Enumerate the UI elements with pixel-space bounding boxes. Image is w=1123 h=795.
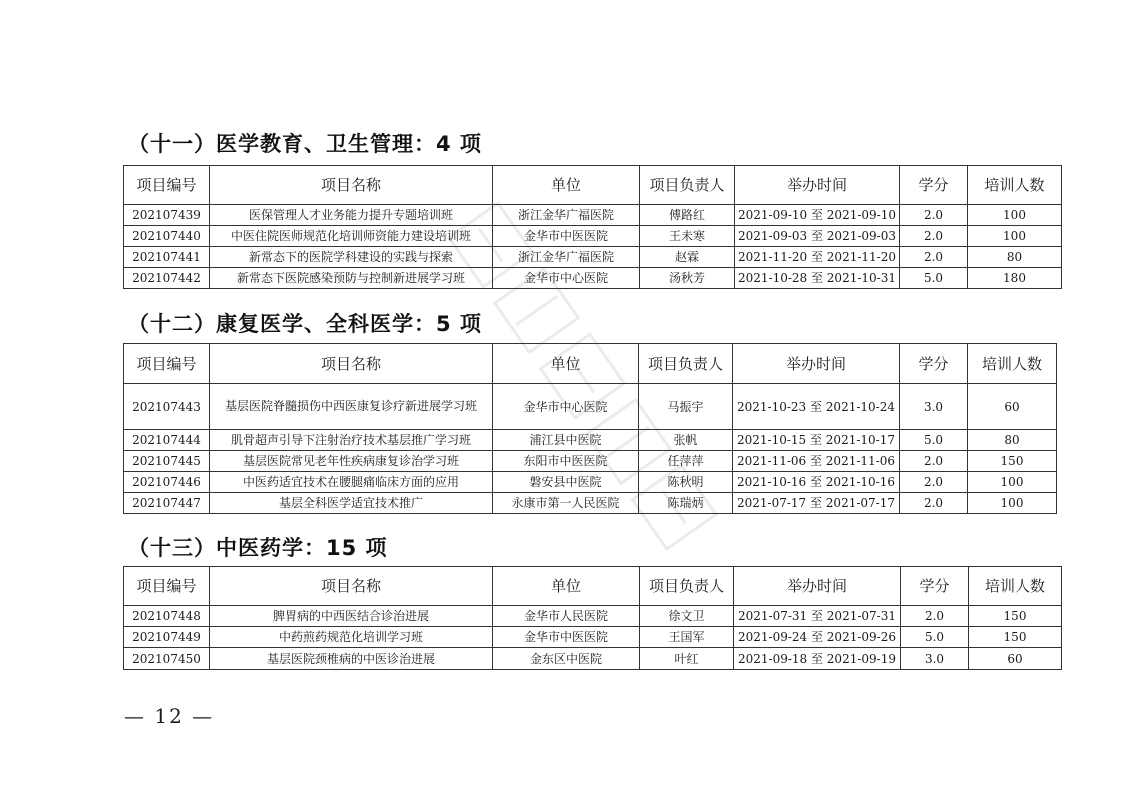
cell-project-id: 202107439 <box>124 205 210 226</box>
cell-trainees: 80 <box>968 430 1057 451</box>
cell-credits: 2.0 <box>901 606 969 627</box>
cell-trainees: 150 <box>969 627 1062 648</box>
header-project-name: 项目名称 <box>210 567 493 606</box>
header-project-id: 项目编号 <box>124 344 210 384</box>
table-row <box>124 226 1062 247</box>
cell-unit: 浙江金华广福医院 <box>493 247 640 268</box>
cell-project-id: 202107447 <box>124 493 210 514</box>
table-header-row <box>124 344 1057 384</box>
cell-leader: 徐文卫 <box>640 606 734 627</box>
cell-unit: 金华市人民医院 <box>493 606 640 627</box>
cell-project-name: 基层医院颈椎病的中医诊治进展 <box>210 648 493 670</box>
cell-trainees: 100 <box>968 493 1057 514</box>
cell-project-name: 中医药适宜技术在腰腿痛临床方面的应用 <box>210 472 493 493</box>
table-section-12 <box>123 343 1057 514</box>
header-project-id: 项目编号 <box>124 567 210 606</box>
cell-credits: 2.0 <box>900 247 968 268</box>
cell-time: 2021-10-16 至 2021-10-16 <box>733 472 900 493</box>
cell-unit: 东阳市中医医院 <box>493 451 639 472</box>
cell-project-id: 202107445 <box>124 451 210 472</box>
cell-unit: 浦江县中医院 <box>493 430 639 451</box>
section-heading-11: （十一）医学教育、卫生管理：4 项 <box>128 132 482 156</box>
cell-project-name: 脾胃病的中西医结合诊治进展 <box>210 606 493 627</box>
table-section-11 <box>123 165 1062 289</box>
header-trainees: 培训人数 <box>968 344 1057 384</box>
cell-trainees: 150 <box>969 606 1062 627</box>
cell-time: 2021-10-15 至 2021-10-17 <box>733 430 900 451</box>
cell-trainees: 150 <box>968 451 1057 472</box>
cell-time: 2021-07-31 至 2021-07-31 <box>734 606 901 627</box>
header-credits: 学分 <box>900 344 968 384</box>
cell-leader: 叶红 <box>640 648 734 670</box>
cell-trainees: 100 <box>968 472 1057 493</box>
cell-project-name: 肌骨超声引导下注射治疗技术基层推广学习班 <box>210 430 493 451</box>
cell-credits: 2.0 <box>900 493 968 514</box>
cell-leader: 赵霖 <box>640 247 735 268</box>
cell-credits: 2.0 <box>900 205 968 226</box>
cell-time: 2021-09-24 至 2021-09-26 <box>734 627 901 648</box>
table-row <box>124 430 1057 451</box>
table-header-row <box>124 567 1062 606</box>
cell-time: 2021-09-03 至 2021-09-03 <box>735 226 900 247</box>
cell-unit: 金华市中医医院 <box>493 226 640 247</box>
cell-project-id: 202107448 <box>124 606 210 627</box>
header-project-id: 项目编号 <box>124 166 210 205</box>
cell-credits: 2.0 <box>900 451 968 472</box>
cell-time: 2021-07-17 至 2021-07-17 <box>733 493 900 514</box>
cell-trainees: 180 <box>968 268 1062 289</box>
table-row <box>124 384 1057 430</box>
cell-project-name: 新常态下医院感染预防与控制新进展学习班 <box>210 268 493 289</box>
cell-time: 2021-11-06 至 2021-11-06 <box>733 451 900 472</box>
cell-leader: 马振宇 <box>639 384 733 430</box>
cell-unit: 磐安县中医院 <box>493 472 639 493</box>
cell-trainees: 60 <box>969 648 1062 670</box>
cell-credits: 3.0 <box>901 648 969 670</box>
header-unit: 单位 <box>493 567 640 606</box>
table-row <box>124 247 1062 268</box>
cell-time: 2021-09-18 至 2021-09-19 <box>734 648 901 670</box>
cell-leader: 陈瑞炳 <box>639 493 733 514</box>
cell-project-name: 基层全科医学适宜技术推广 <box>210 493 493 514</box>
cell-project-id: 202107442 <box>124 268 210 289</box>
cell-leader: 汤秋芳 <box>640 268 735 289</box>
header-leader: 项目负责人 <box>640 567 734 606</box>
table-row <box>124 472 1057 493</box>
cell-project-id: 202107449 <box>124 627 210 648</box>
cell-project-id: 202107450 <box>124 648 210 670</box>
cell-project-name: 基层医院常见老年性疾病康复诊治学习班 <box>210 451 493 472</box>
cell-credits: 5.0 <box>900 268 968 289</box>
cell-credits: 5.0 <box>901 627 969 648</box>
cell-leader: 张帆 <box>639 430 733 451</box>
header-time: 举办时间 <box>733 344 900 384</box>
table-row <box>124 268 1062 289</box>
cell-time: 2021-10-23 至 2021-10-24 <box>733 384 900 430</box>
cell-project-name: 基层医院脊髓损伤中西医康复诊疗新进展学习班 <box>210 384 493 430</box>
cell-unit: 金华市中医医院 <box>493 627 640 648</box>
cell-project-name: 新常态下的医院学科建设的实践与探索 <box>210 247 493 268</box>
header-trainees: 培训人数 <box>969 567 1062 606</box>
header-credits: 学分 <box>900 166 968 205</box>
table-header-row <box>124 166 1062 205</box>
cell-time: 2021-09-10 至 2021-09-10 <box>735 205 900 226</box>
section-heading-12: （十二）康复医学、全科医学：5 项 <box>128 312 482 336</box>
cell-credits: 2.0 <box>900 226 968 247</box>
header-project-name: 项目名称 <box>210 344 493 384</box>
header-trainees: 培训人数 <box>968 166 1062 205</box>
cell-leader: 王国军 <box>640 627 734 648</box>
cell-project-id: 202107444 <box>124 430 210 451</box>
header-leader: 项目负责人 <box>640 166 735 205</box>
cell-leader: 傅路红 <box>640 205 735 226</box>
header-leader: 项目负责人 <box>639 344 733 384</box>
section-heading-13: （十三）中医药学：15 项 <box>128 536 388 560</box>
cell-unit: 金华市中心医院 <box>493 268 640 289</box>
cell-project-name: 中药煎药规范化培训学习班 <box>210 627 493 648</box>
cell-leader: 陈秋明 <box>639 472 733 493</box>
cell-unit: 浙江金华广福医院 <box>493 205 640 226</box>
cell-project-id: 202107441 <box>124 247 210 268</box>
cell-leader: 王未寒 <box>640 226 735 247</box>
cell-credits: 3.0 <box>900 384 968 430</box>
table-row <box>124 451 1057 472</box>
cell-trainees: 100 <box>968 226 1062 247</box>
cell-credits: 2.0 <box>900 472 968 493</box>
cell-project-name: 医保管理人才业务能力提升专题培训班 <box>210 205 493 226</box>
header-unit: 单位 <box>493 344 639 384</box>
table-section-13 <box>123 566 1062 670</box>
cell-trainees: 60 <box>968 384 1057 430</box>
cell-project-id: 202107443 <box>124 384 210 430</box>
cell-trainees: 100 <box>968 205 1062 226</box>
table-row <box>124 493 1057 514</box>
table-row <box>124 627 1062 648</box>
cell-project-id: 202107446 <box>124 472 210 493</box>
header-time: 举办时间 <box>735 166 900 205</box>
cell-time: 2021-11-20 至 2021-11-20 <box>735 247 900 268</box>
header-project-name: 项目名称 <box>210 166 493 205</box>
cell-credits: 5.0 <box>900 430 968 451</box>
header-unit: 单位 <box>493 166 640 205</box>
table-row <box>124 205 1062 226</box>
table-row <box>124 648 1062 670</box>
cell-project-name: 中医住院医师规范化培训师资能力建设培训班 <box>210 226 493 247</box>
cell-unit: 金华市中心医院 <box>493 384 639 430</box>
cell-trainees: 80 <box>968 247 1062 268</box>
cell-project-id: 202107440 <box>124 226 210 247</box>
cell-leader: 任萍萍 <box>639 451 733 472</box>
page-number: — 12 — <box>124 704 215 728</box>
table-row <box>124 606 1062 627</box>
cell-time: 2021-10-28 至 2021-10-31 <box>735 268 900 289</box>
cell-unit: 永康市第一人民医院 <box>493 493 639 514</box>
header-time: 举办时间 <box>734 567 901 606</box>
cell-unit: 金东区中医院 <box>493 648 640 670</box>
header-credits: 学分 <box>901 567 969 606</box>
